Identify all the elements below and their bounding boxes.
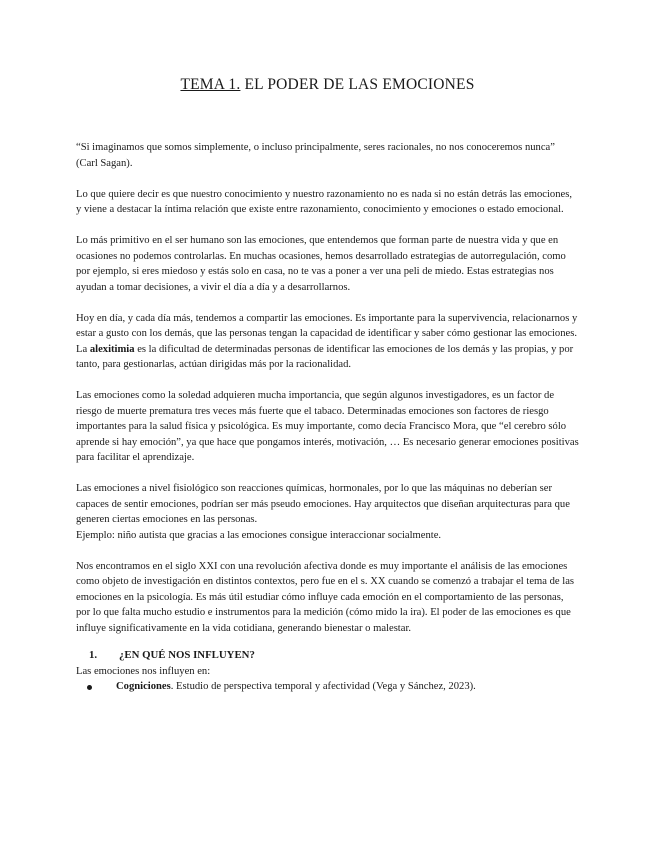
section-index: 1. — [89, 649, 98, 661]
title-text: EL PODER DE LAS EMOCIONES — [244, 76, 475, 93]
alexitimia-pre: La — [76, 343, 90, 355]
paragraph-2: Lo más primitivo en el ser humano son las emociones, que entendemos que forman parte de nuestra vida y que en ocasiones no podemos controlarlas. En muchas ocasiones, hemos desarrollado estrategias de autorregulación, como por ejemplo, si eres miedoso y estás solo en casa, no te vas a poner a ver una peli de miedo. Estas estrategias nos ayudan a tomar decisiones, a vivir el día a día y a desarrollarnos. — [76, 235, 566, 293]
paragraph-3: Hoy en día, y cada día más, tendemos a compartir las emociones. Es importante para la supervivencia, relacionarnos y estar a gusto con los demás, que las personas tengan la capacidad de identificar y saber cómo gestionar las emociones. — [76, 312, 578, 339]
paragraph-alexitimia — [76, 342, 579, 373]
list-item — [76, 679, 579, 695]
section-heading-text: ¿EN QUÉ NOS INFLUYEN? — [119, 649, 255, 661]
page-title — [0, 76, 655, 94]
paragraph-example: Ejemplo: niño autista que gracias a las emociones consigue interaccionar socialmente. — [76, 529, 442, 541]
paragraph-5: Las emociones como la soledad adquieren mucha importancia, que según algunos investigadores, es un factor de riesgo de muerte prematura tres veces más fuerte que el tabaco. Determinadas emociones son factores de riesgo importantes para la salud física y psicológica. Es muy importante, como decía Francisco Mora, que “el cerebro sólo aprende si hay emoción”, ya que hace que pongamos interés, motivación, … Es necesario generar emociones positivas para facilitar el aprendizaje. — [76, 390, 579, 463]
title-number: TEMA 1. — [180, 76, 241, 93]
list-item-text: . Estudio de perspectiva temporal y afectividad (Vega y Sánchez, 2023). — [170, 681, 476, 692]
section-heading-1 — [89, 648, 579, 664]
quote-paragraph: “Si imaginamos que somos simplemente, o incluso principalmente, seres racionales, no nos conoceremos nunca” (Carl Sagan). — [76, 142, 555, 169]
alexitimia-post: es la dificultad de determinadas personas de identificar las emociones de los demás y las propias, y por tanto, para gestionarlas, actúan dirigidas más por la racionalidad. — [76, 343, 574, 370]
list-item-term: Cogniciones — [116, 681, 171, 692]
paragraph-6: Las emociones a nivel fisiológico son reacciones químicas, hormonales, por lo que las máquinas no deberían ser capaces de sentir emociones, podrían ser más pseudo emociones. Hay arquitectos que diseñan arquitecturas para que generen ciertas emociones en las personas. — [76, 483, 570, 525]
bullet-list — [76, 679, 579, 695]
document-body — [76, 140, 579, 695]
alexitimia-term: alexitimia — [89, 343, 135, 355]
section-intro: Las emociones nos influyen en: — [76, 665, 211, 677]
paragraph-8: Nos encontramos en el siglo XXI con una revolución afectiva donde es muy importante el análisis de las emociones como objeto de investigación en distintos contextos, pero fue en el s. XX cuando se comenzó a trabajar el tema de las emociones en la psicología. Es más útil estudiar cómo influye cada emoción en el comportamiento de las personas, por lo que falta mucho estudio e instrumentos para la medición (cómo mido la ira). El poder de las emociones es que influye significativamente en la vida cotidiana, generando bienestar o malestar. — [76, 560, 575, 634]
paragraph-1: Lo que quiere decir es que nuestro conocimiento y nuestro razonamiento no es nada si no están detrás las emociones, y viene a destacar la íntima relación que existe entre razonamiento, conocimiento y emociones o estado emocional. — [76, 188, 572, 215]
bullet-icon — [87, 685, 92, 690]
